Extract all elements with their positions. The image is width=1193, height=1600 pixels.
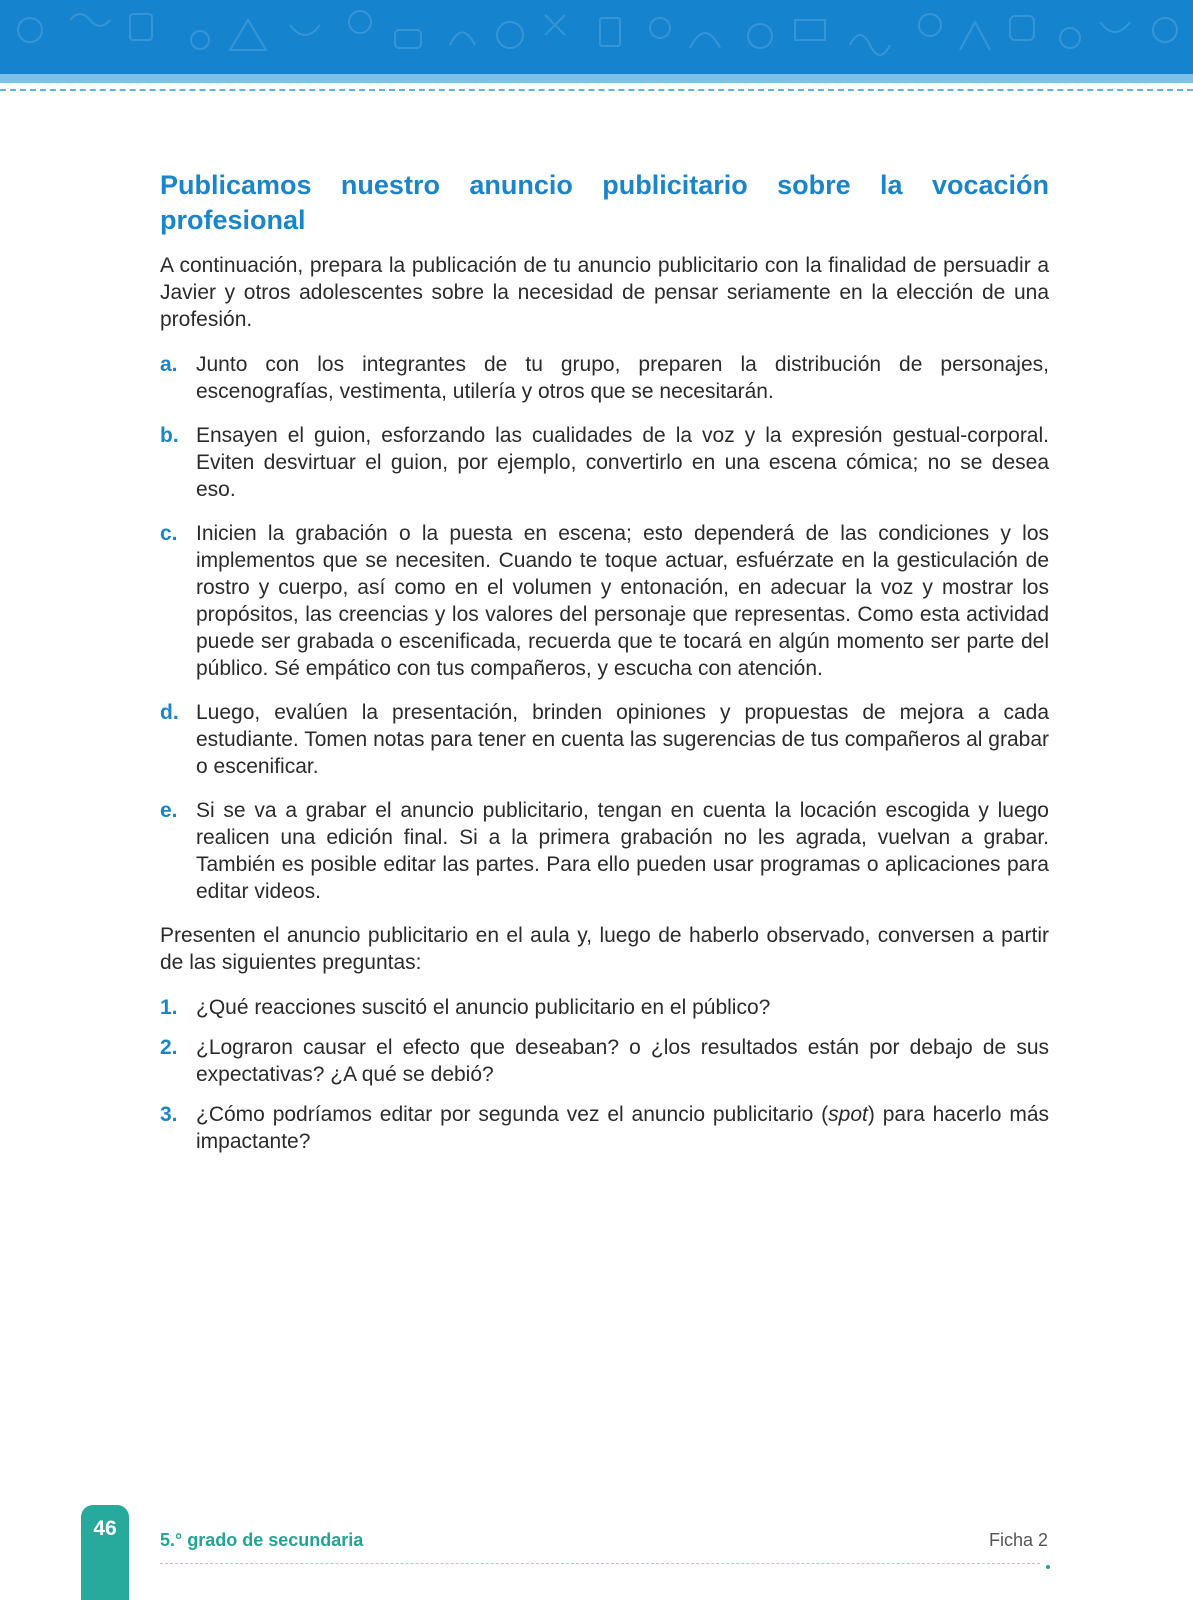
step-text: Luego, evalúen la presentación, brinden opiniones y propuestas de mejora a cada estudiante. Tomen notas para tener en cuenta las sugerencias de tus compañeros al grabar o escenificar. (196, 701, 1049, 778)
step-item-d (160, 699, 1049, 780)
main-content (160, 168, 1049, 1168)
question-item-1 (160, 994, 1049, 1021)
footer-divider (160, 1563, 1040, 1564)
step-text: Inicien la grabación o la puesta en escena; esto dependerá de las condiciones y los implementos que se necesiten. Cuando te toque actuar, esfuérzate en la gesticulación de rostro y cuerpo, así como en el volumen y entonación, en adecuar la voz y mostrar los propósitos, las creencias y los valores del personaje que representas. Como esta actividad puede ser grabada o escenificada, recuerda que te tocará en algún momento ser parte del público. Sé empático con tus compañeros, y escucha con atención. (196, 522, 1049, 680)
section-title: Publicamos nuestro anuncio publicitario sobre la vocación profesional (160, 170, 1049, 235)
footer-ficha: Ficha 2 (988, 1530, 1048, 1550)
step-item-a (160, 351, 1049, 405)
question-text-start: ¿Cómo podríamos editar por segunda vez el anuncio publicitario ( (196, 1103, 829, 1126)
step-item-e (160, 797, 1049, 905)
question-marker: 3. (160, 1103, 178, 1126)
question-marker: 2. (160, 1036, 178, 1059)
question-text-italic: spot (828, 1103, 868, 1126)
question-marker: 1. (160, 996, 178, 1019)
step-marker: c. (160, 522, 178, 545)
footer-grade: 5.° grado de secundaria (160, 1530, 364, 1550)
closing-paragraph: Presenten el anuncio publicitario en el aula y, luego de haberlo observado, conversen a partir de las siguientes preguntas: (160, 924, 1049, 974)
question-item-3 (160, 1101, 1049, 1155)
question-text-end: ) para hacerlo más impactante? (196, 1103, 1050, 1153)
step-marker: d. (160, 701, 179, 724)
page-number: 46 (93, 1517, 117, 1540)
step-text: Si se va a grabar el anuncio publicitario, tengan en cuenta la locación escogida y luego realicen una edición final. Si a la primera grabación no les agrada, vuelvan a grabar. También es posible editar las partes. Para ello pueden usar programas o aplicaciones para editar videos. (196, 799, 1049, 903)
page-number-tab (81, 1505, 129, 1600)
step-item-b (160, 422, 1049, 503)
question-text (196, 1101, 1049, 1155)
header-divider (0, 89, 1193, 91)
question-item-2 (160, 1034, 1049, 1088)
question-text: ¿Lograron causar el efecto que deseaban? o ¿los resultados están por debajo de sus expectativas? ¿A qué se debió? (196, 1036, 1049, 1086)
question-text: ¿Qué reacciones suscitó el anuncio publicitario en el público? (196, 996, 771, 1019)
step-text: Ensayen el guion, esforzando las cualidades de la voz y la expresión gestual-corporal. Eviten desvirtuar el guion, por ejemplo, convertirlo en una escena cómica; no se desea eso. (196, 424, 1049, 501)
step-marker: b. (160, 424, 179, 447)
step-item-c (160, 520, 1049, 682)
header-banner (0, 0, 1193, 74)
step-marker: e. (160, 799, 178, 822)
step-marker: a. (160, 353, 178, 376)
header-stripe (0, 74, 1193, 83)
intro-paragraph: A continuación, prepara la publicación de tu anuncio publicitario con la finalidad de persuadir a Javier y otros adolescentes sobre la necesidad de pensar seriamente en la elección de una profesión. (160, 254, 1049, 331)
doodle-pattern-icon (0, 0, 1193, 74)
step-text: Junto con los integrantes de tu grupo, preparen la distribución de personajes, escenografías, vestimenta, utilería y otros que se necesitarán. (196, 353, 1049, 403)
footer-dot (1046, 1565, 1050, 1569)
